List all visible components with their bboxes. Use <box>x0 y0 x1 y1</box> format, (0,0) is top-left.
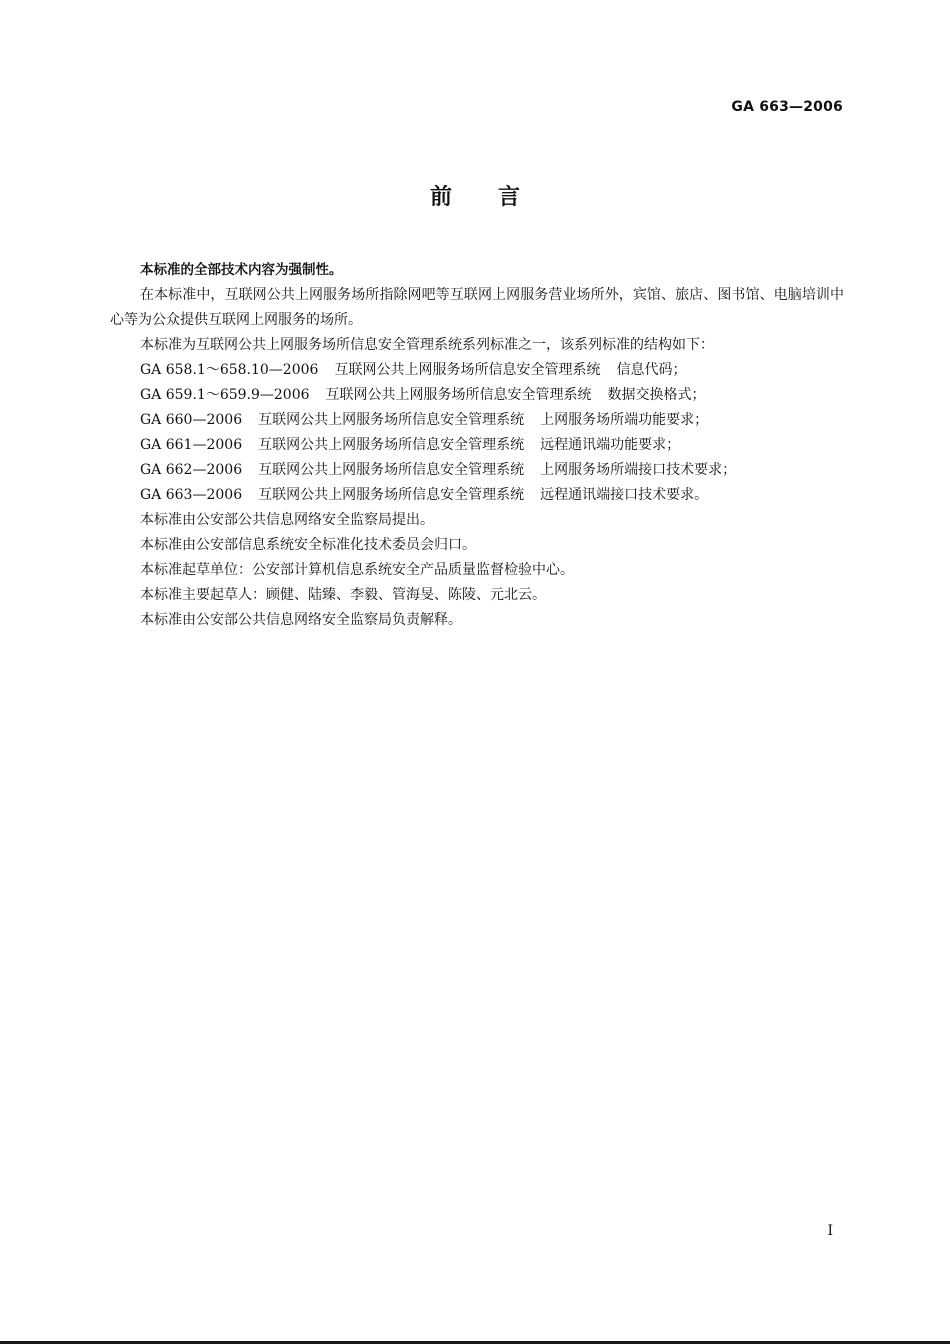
page-title: 前言 <box>429 185 566 210</box>
drafters-paragraph: 本标准主要起草人：顾健、陆臻、李毅、管海旻、陈陵、元北云。 <box>140 587 546 603</box>
standard-code: GA 660—2006 <box>140 412 243 428</box>
standard-name: 互联网公共上网服务场所信息安全管理系统 <box>325 387 592 403</box>
standard-part: 远程通讯端功能要求； <box>540 437 681 453</box>
series-intro-paragraph: 本标准为互联网公共上网服务场所信息安全管理系统系列标准之一，该系列标准的结构如下： <box>140 337 714 353</box>
standard-name: 互联网公共上网服务场所信息安全管理系统 <box>258 437 525 453</box>
standard-item <box>110 458 844 483</box>
proposer-paragraph: 本标准由公安部公共信息网络安全监察局提出。 <box>140 512 434 528</box>
standard-item <box>110 408 844 433</box>
standard-code: GA 659.1～659.9—2006 <box>140 387 310 403</box>
centralized-by-paragraph: 本标准由公安部信息系统安全标准化技术委员会归口。 <box>140 537 476 553</box>
standard-part: 上网服务场所端功能要求； <box>540 412 709 428</box>
document-id: GA 663—2006 <box>731 99 843 115</box>
standard-part: 数据交换格式； <box>607 387 706 403</box>
standard-code: GA 661—2006 <box>140 437 243 453</box>
standard-item <box>110 383 844 408</box>
standard-part: 上网服务场所端接口技术要求； <box>540 462 737 478</box>
standard-item <box>110 358 844 383</box>
standard-code: GA 662—2006 <box>140 462 243 478</box>
standard-code: GA 663—2006 <box>140 487 243 503</box>
standard-name: 互联网公共上网服务场所信息安全管理系统 <box>258 412 525 428</box>
drafting-unit-paragraph: 本标准起草单位：公安部计算机信息系统安全产品质量监督检验中心。 <box>140 562 574 578</box>
standard-item <box>110 483 844 508</box>
standards-list <box>110 358 844 508</box>
standard-item <box>110 433 844 458</box>
page-number: I <box>827 1223 833 1239</box>
standard-name: 互联网公共上网服务场所信息安全管理系统 <box>258 487 525 503</box>
definition-paragraph: 在本标准中，互联网公共上网服务场所指除网吧等互联网上网服务营业场所外，宾馆、旅店、图书馆、电脑培训中心等为公众提供互联网上网服务的场所。 <box>110 287 844 328</box>
standard-part: 信息代码； <box>616 362 687 378</box>
mandatory-statement: 本标准的全部技术内容为强制性。 <box>140 262 343 278</box>
standard-name: 互联网公共上网服务场所信息安全管理系统 <box>258 462 525 478</box>
foreword-body <box>110 258 844 633</box>
interpretation-paragraph: 本标准由公安部公共信息网络安全监察局负责解释。 <box>140 612 462 628</box>
standard-part: 远程通讯端接口技术要求。 <box>540 487 709 503</box>
standard-code: GA 658.1～658.10—2006 <box>140 362 319 378</box>
standard-name: 互联网公共上网服务场所信息安全管理系统 <box>334 362 601 378</box>
